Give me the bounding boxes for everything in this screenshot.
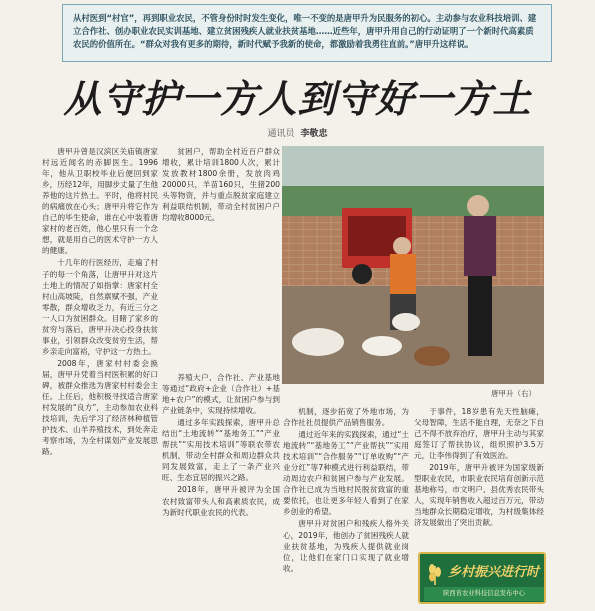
wheat-icon: [424, 560, 446, 586]
lead-summary-box: [62, 4, 552, 62]
paragraph: 通过多年实践探索，唐甲升总结出“土地流转”“基地务工”“产业帮扶”“实用技术培训”等联农带农机制，带动全村群众和周边群众共同发展致富，走上了一条产业兴旺、生态宜居的振兴之路。: [162, 418, 280, 483]
banner-subtitle: 陕西省农业科技信息发布中心: [424, 587, 544, 601]
photo-caption: 唐甲升（右）: [491, 389, 536, 398]
column-banner: [418, 552, 546, 604]
paragraph: 于事件，18岁患有先天性脑瘫，父母智障，生活不能自理，无奈之下自己不得不放弃治疗，唐甲升主动与其家庭签订了帮扶协议，组织照护3.5万元，让李伟得到了有效医治。: [414, 407, 544, 461]
article-headline: 从守护一方人到守好一方土: [63, 77, 532, 121]
paragraph: 唐甲升曾是汉滨区关庙镇唐家村远近闻名的赤脚医生。1996年，他从卫职校毕业后便回到家乡，历经12年，用脚步丈量了生他养他的这片热土。平时，他将村民的病痛放在心头；唐甲升将它作为自己的毕生使命，谁在心中装着唐家村的老百姓，他心里只有一个念想，就是用自己的医术守护一方人的健康。: [42, 147, 158, 256]
article-column-1: [42, 146, 158, 607]
byline-role: 通讯员: [267, 129, 295, 139]
paragraph: 通过近年来的实践探索，通过“土地流转”“基地务工”“产业帮扶”“实用技术培训”“合作服务”“订单收购”“产业分红”等7种模式进行利益联结，带动周边农户和贫困户参与产业发展。合作社已成为当地村民脱贫致富的重要依托，也让更多年轻人看到了在家乡创业的希望。: [283, 430, 409, 517]
byline: [0, 126, 595, 142]
byline-author: 李敬忠: [300, 129, 328, 139]
banner-title: 乡村振兴进行时: [448, 565, 540, 580]
paragraph: 机制，逐步拓宽了外地市场，为合作社社员提供产品销售服务。: [283, 407, 409, 428]
article-column-4: [414, 406, 544, 550]
article-column-2-bottom: [162, 372, 280, 607]
farm-scene-image: [282, 146, 544, 384]
paragraph: 贫困户，帮助全村近百户群众增收，累计培训1800人次，累计发放教材1800余册，发放肉鸡20000只，羊苗160只，生猪200头等物资，并与重点脱贫家庭建立利益联结机制，带动全村贫困户户均增收8000元。: [162, 147, 280, 223]
article-photo: [282, 146, 544, 384]
paragraph: 十几年的行医经历，走遍了村子的每一个角落，让唐甲升对这片土地上的情况了如指掌：唐家村全村山高坡陡，自然禀赋不强，产业零散，群众增收乏力，有近三分之一人口为贫困群众。目睹了家乡的贫穷与落后，唐甲升决心投身扶贫事业，引领群众改变贫穷生活，帮乡亲走向富裕，守护这一方热土。: [42, 258, 158, 356]
lead-summary-text: 从村医到“村官”，再到职业农民，不管身份时时发生变化，唯一不变的是唐甲升为民服务的初心。主动参与农业科技培训、建立合作社、创办职业农民实训基地、建立贫困残疾人就业扶贫基地……近些年，唐甲升用自己的行动证明了一个新时代高素质农民的价值所在。“群众对我有更多的期待，新时代赋予我新的使命，都激励着我勇往直前。”唐甲升这样说。: [73, 13, 537, 50]
paragraph: 2008年，唐家村村委会换届，唐甲升凭着当村医积累的好口碑，被群众推选为唐家村村委会主任。上任后，他积极寻找适合唐家村发展的“良方”，主动参加农业科技培训，先后学习了经济林种植管护技术、山羊养殖技术，到处奔走考察市场，为全村谋划产业发展思路。: [42, 358, 158, 457]
article-column-2-top: [162, 146, 280, 368]
article-column-3: [283, 406, 409, 607]
paragraph: 2018年，唐甲升被评为全国农村致富带头人和高素质农民，成为新时代职业农民的代表。: [162, 485, 280, 517]
paragraph: 唐甲升对贫困户和残疾人格外关心，2019年，他创办了贫困残疾人就业扶贫基地，为残疾人提供就业岗位，让他们在家门口实现了就业增收。: [283, 519, 409, 573]
paragraph: 2019年，唐甲升被评为国家级新型职业农民，市职业农民培育创新示范基地称号，市文明户、县优秀农民带头人，实现年销售收入超过百万元，带动当地群众长期稳定增收，为村级集体经济发展做出了突出贡献。: [414, 463, 544, 528]
paragraph: 养殖大户、合作社、产业基地等通过“政府+企业（合作社）+基地+农户”的模式，让贫困户参与到产业链条中，实现持续增收。: [162, 373, 280, 416]
